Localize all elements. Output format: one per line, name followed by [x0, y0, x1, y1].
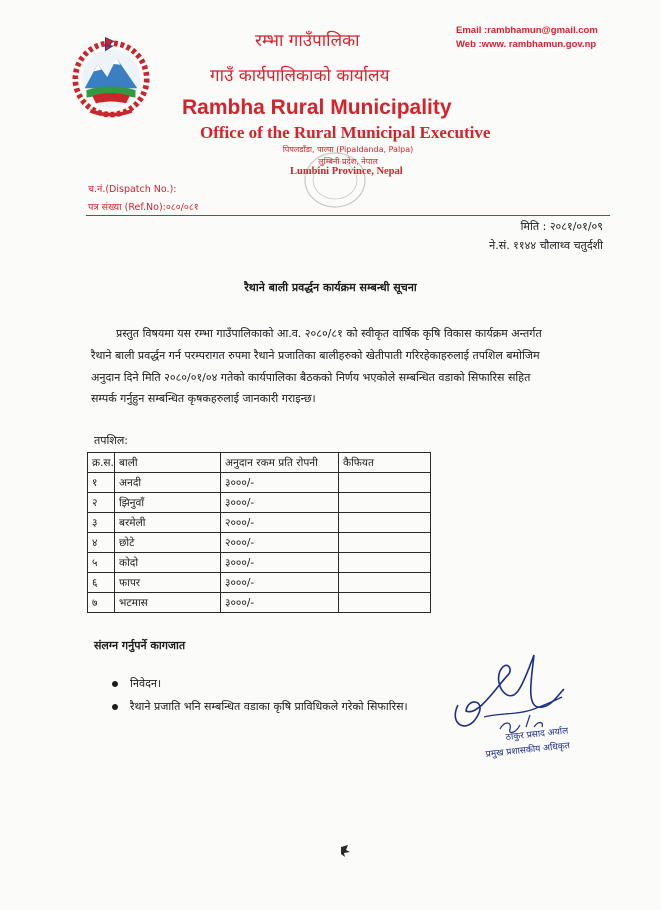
- website-text: Web :www. rambhamun.gov.np: [456, 39, 597, 50]
- table-row: [88, 533, 431, 553]
- nepal-emblem-logo: [64, 30, 158, 124]
- cell-serial: १: [88, 473, 115, 493]
- office-name-np: गाउँ कार्यपालिकाको कार्यालय: [210, 66, 390, 86]
- cell-serial: २: [88, 493, 115, 513]
- ink-smudge-mark: [338, 843, 352, 859]
- cell-serial: ५: [88, 553, 115, 573]
- office-name-en: Office of the Rural Municipal Executive: [200, 123, 491, 142]
- attachment-text: निवेदन।: [130, 677, 162, 690]
- cell-crop: फापर: [115, 573, 221, 593]
- municipality-name-en: Rambha Rural Municipality: [182, 96, 452, 119]
- attachment-text: रैथाने प्रजाति भनि सम्बन्धित वडाका कृषि प्राविधिकले गरेको सिफारिस।: [130, 700, 408, 713]
- signatory-name: ठाकुर प्रसाद अर्याल: [505, 726, 569, 743]
- cell-subsidy: ३०००/-: [221, 473, 339, 493]
- cell-crop: झिनुवाँ: [115, 493, 221, 513]
- cell-subsidy: २०००/-: [221, 513, 339, 533]
- cell-serial: ६: [88, 573, 115, 593]
- cell-subsidy: २०००/-: [221, 533, 339, 553]
- municipality-name-np: रम्भा गाउँपालिका: [255, 31, 360, 51]
- col-header-serial: क्र.स.: [88, 453, 115, 473]
- cell-remarks: [339, 593, 431, 613]
- cell-serial: ४: [88, 533, 115, 553]
- cell-crop: बरमेली: [115, 513, 221, 533]
- body-line: सम्पर्क गर्नुहुन सम्बन्धित कृषकहरुलाई जानकारी गराइन्छ।: [91, 392, 316, 405]
- table-header-row: [88, 453, 431, 473]
- reference-number: पत्र संख्या (Ref.No):०८०/०८१: [88, 202, 199, 213]
- subsidy-table: [87, 452, 431, 613]
- attachment-item: [112, 676, 161, 691]
- cell-subsidy: ३०००/-: [221, 573, 339, 593]
- province-line: Lumbini Province, Nepal: [290, 166, 403, 177]
- bullet-icon: [112, 681, 118, 687]
- cell-remarks: [339, 533, 431, 553]
- email-text: Email :rambhamun@gmail.com: [456, 25, 598, 36]
- table-row: [88, 513, 431, 533]
- cell-subsidy: ३०००/-: [221, 593, 339, 613]
- cell-remarks: [339, 573, 431, 593]
- address-line-2: लुम्बिनी प्रदेश, नेपाल: [318, 157, 378, 166]
- table-row: [88, 493, 431, 513]
- cell-crop: भटमास: [115, 593, 221, 613]
- header-divider: [86, 215, 610, 216]
- cell-remarks: [339, 473, 431, 493]
- nepal-sambat-date: ने.सं. ११४४ चौलाथ्व चतुर्दशी: [489, 239, 603, 252]
- cell-serial: ७: [88, 593, 115, 613]
- cell-remarks: [339, 513, 431, 533]
- cell-crop: छोटे: [115, 533, 221, 553]
- address-line-1: पिपलडाँडा, पाल्पा (Pipaldanda, Palpa): [282, 145, 414, 154]
- attachment-item: [112, 699, 408, 714]
- table-row: [88, 573, 431, 593]
- cell-serial: ३: [88, 513, 115, 533]
- signatory-title: प्रमुख प्रशासकीय अधिकृत: [485, 741, 571, 760]
- letter-date: मिति : २०८१/०१/०९: [520, 220, 603, 233]
- body-line: अनुदान दिने मिति २०८०/०१/०४ गतेको कार्यपालिका बैठकको निर्णय भएकोले सम्बन्धित वडाको सिफारिस सहित: [91, 371, 531, 384]
- col-header-subsidy: अनुदान रकम प्रति रोपनी: [221, 453, 339, 473]
- cell-remarks: [339, 493, 431, 513]
- body-line: प्रस्तुत विषयमा यस रम्भा गाउँपालिकाको आ.व. २०८०/८१ को स्वीकृत वार्षिक कृषि विकास कार्यक्रम अन्तर्गत: [116, 327, 542, 340]
- attachments-heading: संलग्न गर्नुपर्ने कागजात: [94, 639, 186, 652]
- cell-crop: कोदो: [115, 553, 221, 573]
- details-label: तपशिल:: [94, 434, 129, 447]
- cell-subsidy: ३०००/-: [221, 553, 339, 573]
- table-row: [88, 473, 431, 493]
- body-line: रैथाने बाली प्रवर्द्धन गर्न परम्परागत रुपमा रैथाने प्रजातिका बालीहरुको खेतीपाती गरिरहेकाहरुलाई तपशिल बमोजिम: [91, 349, 540, 362]
- dispatch-number: च.नं.(Dispatch No.):: [88, 184, 177, 195]
- col-header-remarks: कैफियत: [339, 453, 431, 473]
- notice-subject: रैथाने बाली प्रवर्द्धन कार्यक्रम सम्बन्धी सूचना: [244, 281, 417, 294]
- col-header-crop: बाली: [115, 453, 221, 473]
- cell-subsidy: ३०००/-: [221, 493, 339, 513]
- contact-block: [456, 24, 598, 52]
- table-row: [88, 553, 431, 573]
- bullet-icon: [112, 704, 118, 710]
- table-row: [88, 593, 431, 613]
- cell-remarks: [339, 553, 431, 573]
- cell-crop: अनदी: [115, 473, 221, 493]
